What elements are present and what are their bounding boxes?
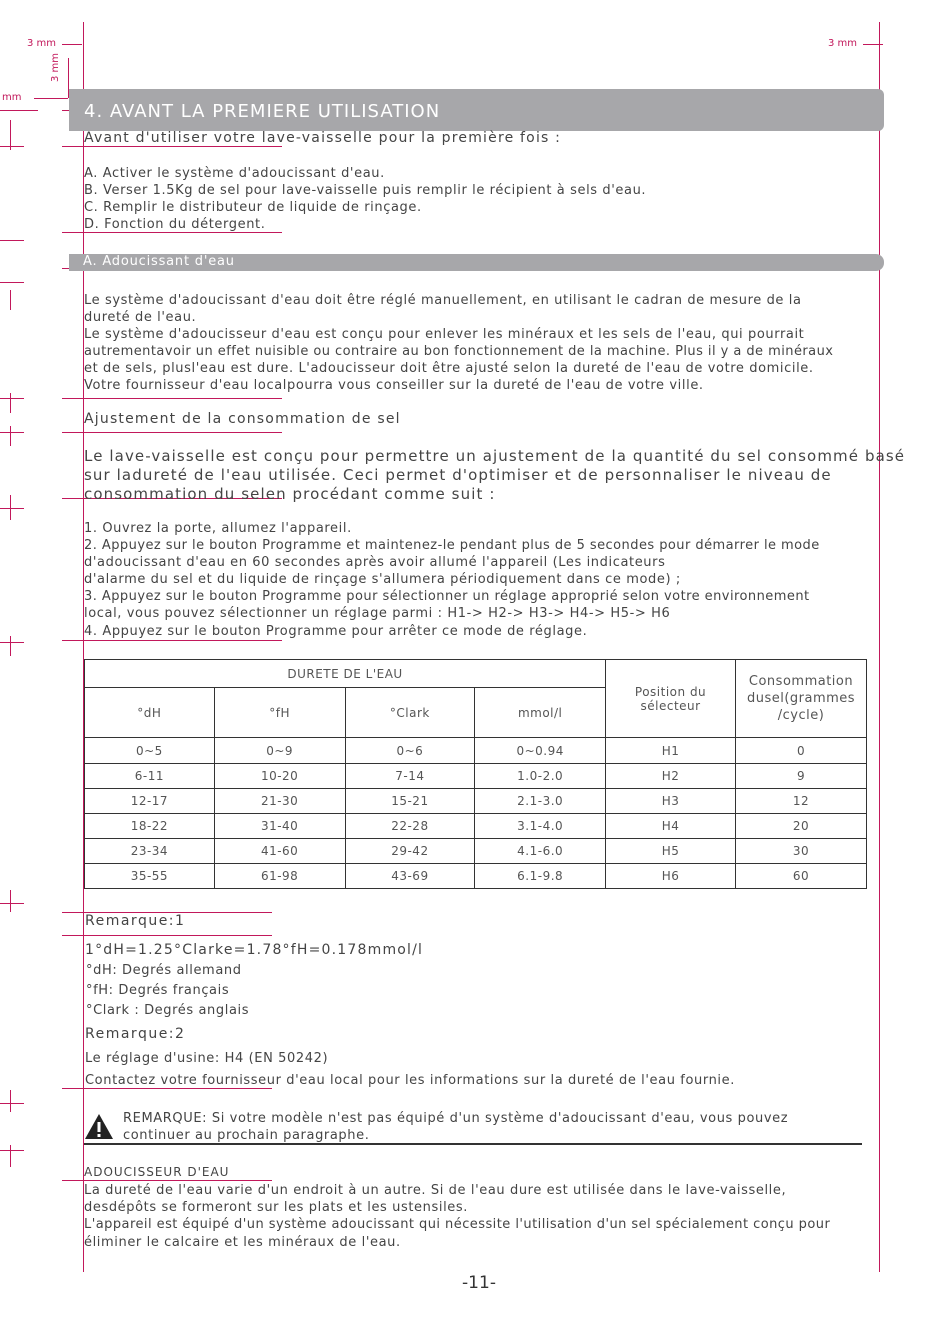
crop-label-top-left: 3 mm (27, 38, 57, 49)
warning-triangle-icon (84, 1113, 114, 1140)
crop-guide-tick (10, 426, 11, 446)
crop-guide-tick (0, 903, 24, 904)
crop-guide-tick (10, 1145, 11, 1167)
crop-guide-tick (10, 290, 11, 310)
paragraph-line: et de sels, plusl'eau est dure. L'adoucisseur doit être ajusté selon la dureté de l'eau de votre domicile. (84, 361, 814, 376)
salt-step: 4. Appuyez sur le bouton Programme pour arrêter ce mode de réglage. (84, 624, 588, 639)
table-cell: 9 (736, 764, 867, 789)
table-cell: H6 (606, 864, 736, 889)
table-cell: H4 (606, 814, 736, 839)
salt-paragraph-line: sur ladureté de l'eau utilisée. Ceci permet d'optimiser et de personnaliser le niveau de (84, 466, 832, 484)
crop-guide-tick (10, 890, 11, 912)
table-cell: 0~6 (345, 738, 475, 764)
table-row (85, 839, 867, 864)
table-cell: 61-98 (214, 864, 345, 889)
table-cell: 35-55 (85, 864, 215, 889)
salt-step: 2. Appuyez sur le bouton Programme et maintenez-le pendant plus de 5 secondes pour démarrer le mode (84, 538, 820, 553)
crop-guide-tick (0, 282, 24, 283)
table-header-mmol: mmol/l (475, 688, 606, 738)
paragraph-line: Le système d'adoucissant d'eau doit être réglé manuellement, en utilisant le cadran de mesure de la (84, 293, 802, 308)
crop-guide-side (34, 98, 68, 99)
intro-item: A. Activer le système d'adoucissant d'eau. (84, 166, 385, 181)
warning-rule (84, 1143, 862, 1145)
table-cell: 1.0-2.0 (475, 764, 606, 789)
table-cell: 4.1-6.0 (475, 839, 606, 864)
section-a-bar (69, 254, 884, 271)
crop-guide-tick (0, 1150, 24, 1151)
softener-line: éliminer le calcaire et les minéraux de l'eau. (84, 1235, 401, 1250)
salt-step: 3. Appuyez sur le bouton Programme pour sélectionner un réglage approprié selon votre environnement (84, 589, 810, 604)
remark1-def: °dH: Degrés allemand (86, 963, 242, 978)
table-cell: 20 (736, 814, 867, 839)
table-cell: 2.1-3.0 (475, 789, 606, 814)
section-a-title: A. Adoucissant d'eau (83, 254, 235, 269)
table-row (85, 814, 867, 839)
table-cell: 21-30 (214, 789, 345, 814)
crop-guide-tick (0, 398, 24, 399)
salt-step: local, vous pouvez sélectionner un réglage parmi : H1-> H2-> H3-> H4-> H5-> H6 (84, 606, 671, 621)
water-hardness-table (84, 659, 867, 889)
warning-line: REMARQUE: Si votre modèle n'est pas équipé d'un système d'adoucissant d'eau, vous pouvez (123, 1111, 789, 1126)
salt-step: 1. Ouvrez la porte, allumez l'appareil. (84, 521, 352, 536)
table-cell: 30 (736, 839, 867, 864)
table-row (85, 789, 867, 814)
crop-guide-top-left (62, 44, 82, 45)
crop-guide-tick (62, 432, 282, 433)
table-cell: H2 (606, 764, 736, 789)
table-cell: 15-21 (345, 789, 475, 814)
table-cell: 23-34 (85, 839, 215, 864)
table-cell: 6-11 (85, 764, 215, 789)
crop-guide-tick (0, 146, 24, 147)
remark1-title: Remarque:1 (85, 913, 186, 929)
table-cell: 0~9 (214, 738, 345, 764)
table-header-position: Position du sélecteur (606, 660, 736, 738)
crop-guide-tick (0, 110, 38, 111)
table-cell: H3 (606, 789, 736, 814)
table-cell: 6.1-9.8 (475, 864, 606, 889)
softener-line: La dureté de l'eau varie d'un endroit à un autre. Si de l'eau dure est utilisée dans le lave-vaisselle, (84, 1183, 787, 1198)
table-cell: H1 (606, 738, 736, 764)
table-cell: 12 (736, 789, 867, 814)
table-cell: 22-28 (345, 814, 475, 839)
crop-guide-tick (10, 1090, 11, 1112)
remark1-def: °fH: Degrés français (86, 983, 230, 998)
crop-guide-tick (62, 640, 282, 641)
table-row (85, 764, 867, 789)
table-cell: 31-40 (214, 814, 345, 839)
table-cell: 0~5 (85, 738, 215, 764)
page-number: -11- (462, 1273, 496, 1293)
remark2-line: Le réglage d'usine: H4 (EN 50242) (85, 1051, 329, 1066)
salt-step: d'adoucissant d'eau en 60 secondes après avoir allumé l'appareil (Les indicateurs (84, 555, 666, 570)
crop-guide-tick (0, 1103, 24, 1104)
table-cell: 43-69 (345, 864, 475, 889)
table-row (85, 864, 867, 889)
crop-guide-right (879, 22, 880, 1272)
softener-line: desdépôts se formeront sur les plats et les ustensiles. (84, 1200, 468, 1215)
crop-label-left-side: mm (2, 92, 22, 103)
table-cell: 12-17 (85, 789, 215, 814)
crop-guide-tick (62, 935, 272, 936)
table-header-consumption: Consommation dusel(grammes /cycle) (736, 660, 867, 738)
crop-guide-tick (62, 398, 282, 399)
table-header-dh: °dH (85, 688, 215, 738)
chapter-title: 4. AVANT LA PREMIERE UTILISATION (84, 101, 441, 122)
paragraph-line: autrementavoir un effet nuisible ou contraire au bon fonctionnement de la machine. Plus il y a de minéraux (84, 344, 834, 359)
intro-heading: Avant d'utiliser votre lave-vaisselle pour la première fois : (84, 130, 562, 146)
table-cell: 0 (736, 738, 867, 764)
table-cell: 10-20 (214, 764, 345, 789)
crop-guide-tick (10, 120, 11, 150)
paragraph-line: Votre fournisseur d'eau localpourra vous conseiller sur la dureté de l'eau de votre ville. (84, 378, 704, 393)
crop-guide-tick (0, 642, 24, 643)
intro-item: B. Verser 1.5Kg de sel pour lave-vaisselle puis remplir le récipient à sels d'eau. (84, 183, 647, 198)
remark2-line: Contactez votre fournisseur d'eau local pour les informations sur la dureté de l'eau fournie. (85, 1073, 735, 1088)
table-cell: 29-42 (345, 839, 475, 864)
softener-line: L'appareil est équipé d'un système adoucissant qui nécessite l'utilisation d'un sel spécialement conçu pour (84, 1217, 831, 1232)
intro-item: D. Fonction du détergent. (84, 217, 266, 232)
table-cell: 3.1-4.0 (475, 814, 606, 839)
crop-label-top-right: 3 mm (828, 38, 858, 49)
crop-guide-tick (10, 636, 11, 656)
salt-heading: Ajustement de la consommation de sel (84, 411, 401, 427)
table-group-header: DURETE DE L'EAU (85, 660, 606, 688)
crop-label-left-vertical: 3 mm (50, 52, 61, 82)
table-cell: 60 (736, 864, 867, 889)
table-cell: 0~0.94 (475, 738, 606, 764)
softener-title: ADOUCISSEUR D'EAU (84, 1165, 230, 1179)
paragraph-line: Le système d'adoucisseur d'eau est conçu pour enlever les minéraux et les sels de l'eau, qui pourrait (84, 327, 805, 342)
remark2-title: Remarque:2 (85, 1026, 186, 1042)
crop-guide-top-right (863, 44, 883, 45)
crop-guide-tick (62, 146, 282, 147)
crop-guide-tick (10, 393, 11, 413)
table-cell: H5 (606, 839, 736, 864)
table-header-fh: °fH (214, 688, 345, 738)
table-header-clark: °Clark (345, 688, 475, 738)
intro-item: C. Remplir le distributeur de liquide de rinçage. (84, 200, 422, 215)
crop-guide-tick (10, 495, 11, 520)
paragraph-line: dureté de l'eau. (84, 310, 197, 325)
table-cell: 41-60 (214, 839, 345, 864)
table-row (85, 738, 867, 764)
crop-guide-tick (0, 432, 24, 433)
salt-paragraph-line: consommation du selen procédant comme suit : (84, 485, 496, 503)
salt-paragraph-line: Le lave-vaisselle est conçu pour permettre un ajustement de la quantité du sel consommé basé (84, 447, 906, 465)
warning-line: continuer au prochain paragraphe. (123, 1128, 370, 1143)
crop-guide-tick (62, 232, 282, 233)
remark1-def: °Clark : Degrés anglais (86, 1003, 250, 1018)
crop-guide-tick (62, 1088, 272, 1089)
crop-guide-tick (0, 508, 24, 509)
chapter-banner (69, 89, 884, 131)
crop-guide-tick (0, 240, 24, 241)
crop-guide-tick (62, 1180, 272, 1181)
salt-step: d'alarme du sel et du liquide de rinçage s'allumera périodiquement dans ce mode) ; (84, 572, 681, 587)
remark1-formula: 1°dH=1.25°Clarke=1.78°fH=0.178mmol/l (85, 942, 424, 958)
table-cell: 7-14 (345, 764, 475, 789)
table-cell: 18-22 (85, 814, 215, 839)
